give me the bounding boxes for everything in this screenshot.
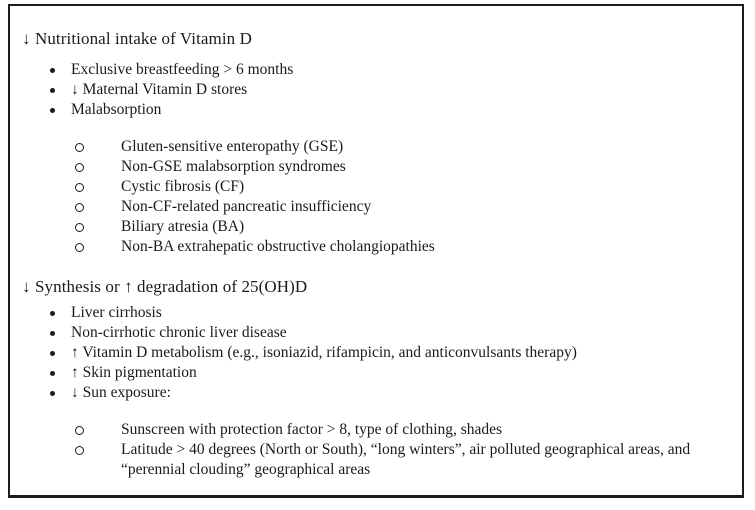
circle-icon bbox=[75, 203, 84, 212]
list-item bbox=[16, 60, 738, 80]
bullet-list bbox=[16, 303, 738, 403]
list-item-text: ↓ Sun exposure: bbox=[71, 384, 171, 401]
list-item bbox=[16, 197, 738, 217]
list-item bbox=[16, 303, 738, 323]
list-item-text: Latitude > 40 degrees (North or South), “long winters”, air polluted geographical areas, and “perennial clouding” geographical areas bbox=[121, 441, 691, 478]
list-item-text: Biliary atresia (BA) bbox=[121, 218, 245, 235]
list-item bbox=[16, 80, 738, 100]
bullet-icon bbox=[50, 68, 55, 73]
section-nutritional-intake bbox=[16, 29, 738, 257]
circle-icon bbox=[75, 163, 84, 172]
list-item bbox=[16, 177, 738, 197]
vitamin-d-deficiency-causes-box bbox=[8, 4, 744, 498]
circle-icon bbox=[75, 446, 84, 455]
section-heading: ↓ Synthesis or ↑ degradation of 25(OH)D bbox=[22, 277, 308, 296]
circle-icon bbox=[75, 243, 84, 252]
list-item-text: Non-GSE malabsorption syndromes bbox=[121, 158, 346, 175]
section-heading: ↓ Nutritional intake of Vitamin D bbox=[22, 29, 253, 48]
list-item-text: ↑ Skin pigmentation bbox=[71, 364, 197, 381]
list-item-text: Gluten-sensitive enteropathy (GSE) bbox=[121, 138, 344, 155]
list-item-text: ↑ Vitamin D metabolism (e.g., isoniazid, rifampicin, and anticonvulsants therapy) bbox=[71, 344, 577, 361]
bullet-icon bbox=[50, 311, 55, 316]
list-item-text: Malabsorption bbox=[71, 101, 162, 118]
list-item bbox=[16, 420, 738, 440]
sub-bullet-list bbox=[16, 420, 738, 480]
list-item bbox=[16, 383, 738, 403]
list-item-text: Liver cirrhosis bbox=[71, 304, 162, 321]
list-item bbox=[16, 237, 738, 257]
circle-icon bbox=[75, 183, 84, 192]
bullet-icon bbox=[50, 351, 55, 356]
section-synthesis-degradation bbox=[16, 277, 738, 480]
list-item bbox=[16, 157, 738, 177]
bullet-icon bbox=[50, 391, 55, 396]
list-item-text: Non-cirrhotic chronic liver disease bbox=[71, 324, 287, 341]
list-item-text: Non-CF-related pancreatic insufficiency bbox=[121, 198, 372, 215]
list-item-text: Cystic fibrosis (CF) bbox=[121, 178, 245, 195]
circle-icon bbox=[75, 143, 84, 152]
bullet-icon bbox=[50, 88, 55, 93]
box-content bbox=[10, 29, 742, 480]
list-item-text: Exclusive breastfeeding > 6 months bbox=[71, 61, 294, 78]
sub-bullet-list bbox=[16, 137, 738, 257]
list-item bbox=[16, 217, 738, 237]
bullet-icon bbox=[50, 108, 55, 113]
bullet-icon bbox=[50, 331, 55, 336]
list-item bbox=[16, 323, 738, 343]
list-item bbox=[16, 100, 738, 120]
circle-icon bbox=[75, 223, 84, 232]
list-item-text: Sunscreen with protection factor > 8, type of clothing, shades bbox=[121, 421, 503, 438]
list-item bbox=[16, 137, 738, 157]
list-item-text: Non-BA extrahepatic obstructive cholangiopathies bbox=[121, 238, 435, 255]
list-item bbox=[16, 440, 738, 480]
list-item bbox=[16, 343, 738, 363]
list-item-text: ↓ Maternal Vitamin D stores bbox=[71, 81, 248, 98]
bullet-icon bbox=[50, 371, 55, 376]
circle-icon bbox=[75, 426, 84, 435]
bullet-list bbox=[16, 60, 738, 120]
list-item bbox=[16, 363, 738, 383]
